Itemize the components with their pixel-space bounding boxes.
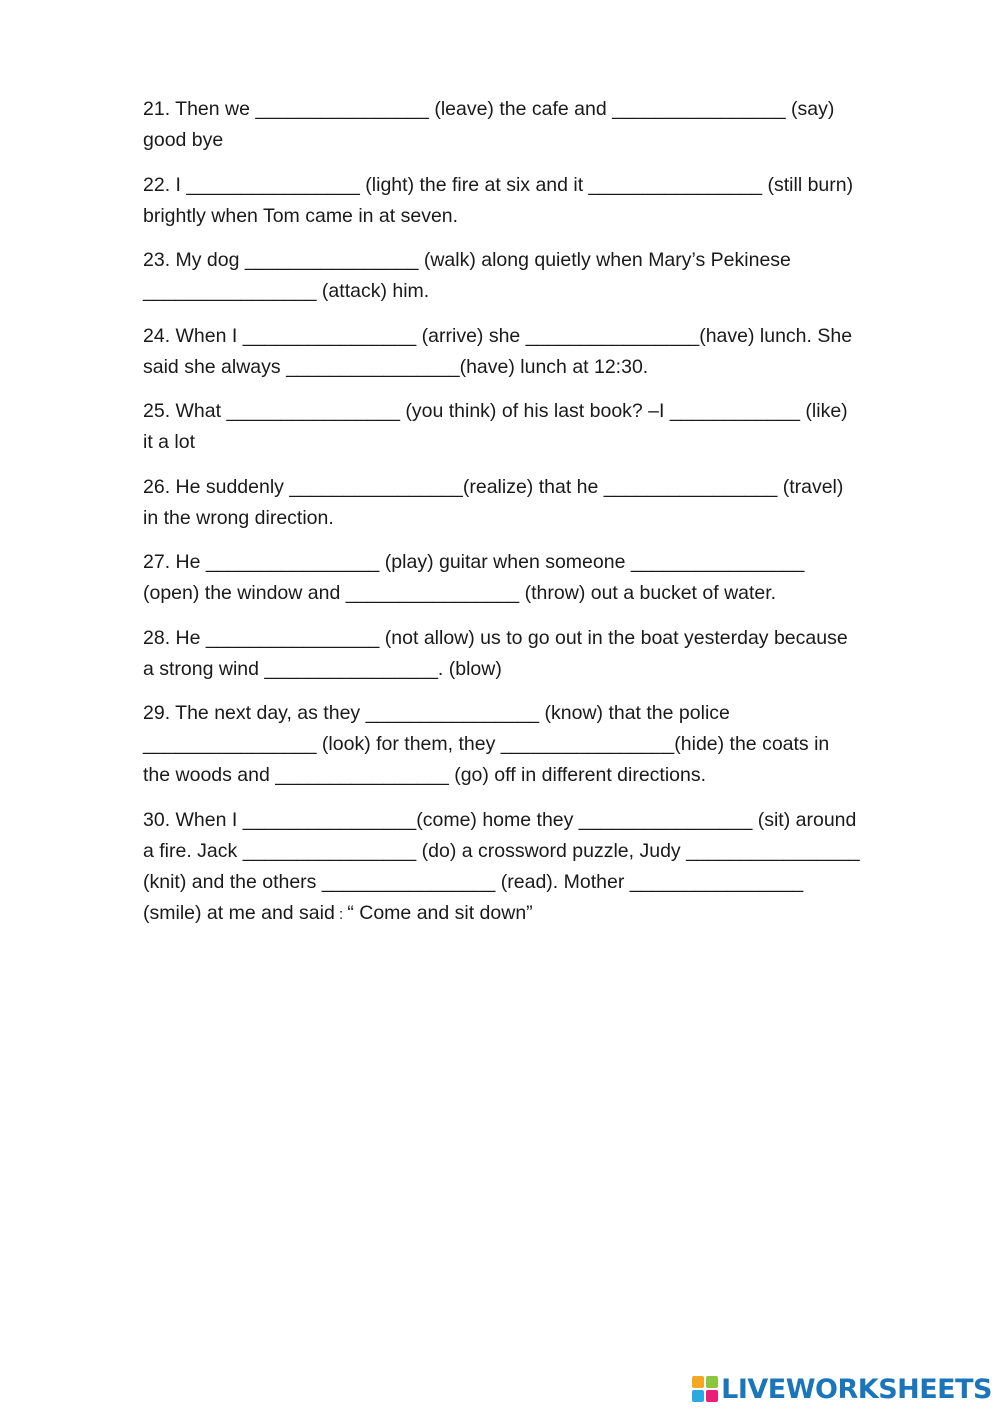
logo-square-green	[706, 1376, 718, 1388]
question-28	[143, 623, 933, 685]
quoted-speech: “ Come and sit down”	[347, 901, 533, 924]
question-line: it a lot	[143, 431, 196, 453]
question-22	[143, 170, 933, 232]
question-27	[143, 547, 933, 609]
question-23	[143, 245, 933, 307]
question-line: a fire. Jack ________________ (do) a crossword puzzle, Judy ________________	[143, 839, 860, 862]
question-line: 23. My dog ________________ (walk) along quietly when Mary’s Pekinese	[143, 249, 791, 271]
question-line-final	[143, 898, 933, 930]
question-21	[143, 94, 933, 156]
question-24	[143, 321, 933, 383]
logo-square-orange	[692, 1376, 704, 1388]
worksheet	[143, 94, 933, 943]
logo-square-blue	[692, 1390, 704, 1402]
question-line: said she always ________________(have) lunch at 12:30.	[143, 355, 649, 378]
question-line: 21. Then we ________________ (leave) the cafe and ________________ (say)	[143, 98, 835, 120]
question-line: in the wrong direction.	[143, 506, 334, 529]
question-line: 26. He suddenly ________________(realize) that he ________________ (travel)	[143, 475, 844, 498]
question-line: a strong wind ________________. (blow)	[143, 657, 502, 680]
question-line: the woods and ________________ (go) off in different directions.	[143, 764, 707, 786]
question-29	[143, 698, 933, 791]
question-line: (knit) and the others ________________ (read). Mother ________________	[143, 870, 804, 893]
question-line: 28. He ________________ (not allow) us to go out in the boat yesterday because	[143, 626, 848, 649]
question-line: 30. When I ________________(come) home they ________________ (sit) around	[143, 808, 857, 831]
question-text: (smile) at me and said	[143, 901, 335, 924]
question-25	[143, 396, 933, 458]
question-line: brightly when Tom came in at seven.	[143, 204, 459, 227]
question-line: good bye	[143, 129, 224, 151]
logo-icon	[692, 1376, 718, 1402]
question-line: 27. He ________________ (play) guitar when someone ________________	[143, 551, 805, 573]
question-line: (open) the window and ________________ (throw) out a bucket of water.	[143, 582, 777, 604]
liveworksheets-logo[interactable]	[692, 1371, 992, 1407]
question-line: 29. The next day, as they ________________ (know) that the police	[143, 702, 730, 724]
question-line: ________________ (look) for them, they ________________(hide) the coats in	[143, 733, 830, 755]
logo-square-pink	[706, 1390, 718, 1402]
question-line: 25. What ________________ (you think) of his last book? –I ____________ (like)	[143, 400, 848, 422]
logo-text: LIVEWORKSHEETS	[721, 1373, 992, 1405]
question-26	[143, 472, 933, 534]
colon-separator: :	[334, 905, 348, 923]
question-line: 22. I ________________ (light) the fire at six and it ________________ (still burn)	[143, 173, 854, 196]
question-30	[143, 805, 933, 930]
question-line: ________________ (attack) him.	[143, 280, 430, 302]
question-line: 24. When I ________________ (arrive) she ________________(have) lunch. She	[143, 324, 853, 347]
